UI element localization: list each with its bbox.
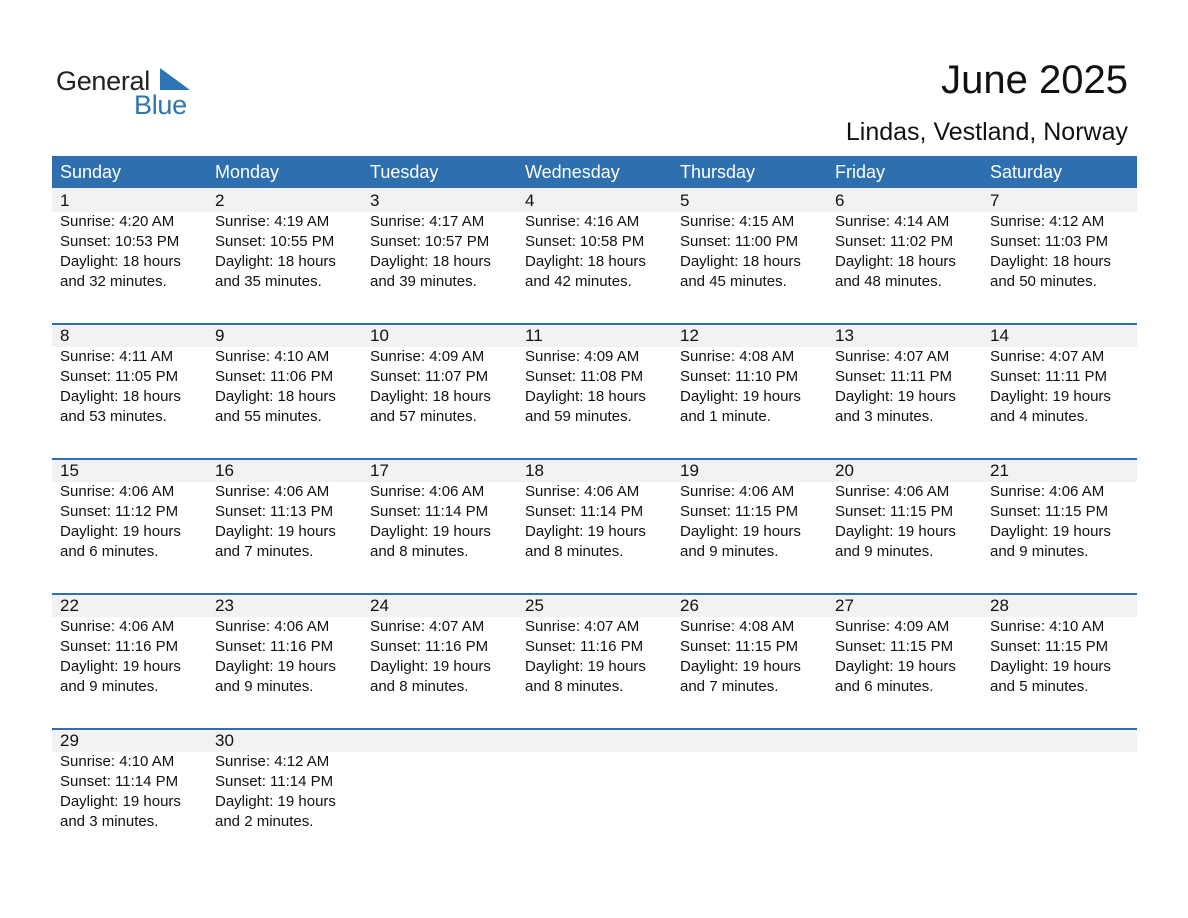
- daylight-text: Daylight: 18 hours: [990, 253, 1111, 270]
- daylight-text: Daylight: 19 hours: [215, 793, 336, 810]
- weeks-container: [52, 188, 1137, 863]
- sunrise-text: Sunrise: 4:07 AM: [835, 348, 950, 365]
- daylight-minutes-text: and 6 minutes.: [60, 543, 159, 560]
- daylight-minutes-text: and 9 minutes.: [835, 543, 934, 560]
- daylight-minutes-text: and 39 minutes.: [370, 273, 477, 290]
- day-number: 29: [60, 731, 79, 750]
- daylight-minutes-text: and 9 minutes.: [215, 678, 314, 695]
- sunrise-text: Sunrise: 4:06 AM: [215, 483, 330, 500]
- day-number: 14: [990, 326, 1009, 345]
- day-number: 12: [680, 326, 699, 345]
- week-row: [52, 458, 1137, 593]
- daylight-minutes-text: and 8 minutes.: [525, 543, 624, 560]
- sunrise-text: Sunrise: 4:06 AM: [60, 483, 175, 500]
- day-number: 2: [215, 191, 225, 210]
- day-cell: [207, 593, 362, 697]
- daylight-text: Daylight: 19 hours: [60, 658, 181, 675]
- weekday-header-row: [52, 156, 1137, 188]
- daylight-minutes-text: and 45 minutes.: [680, 273, 787, 290]
- day-number: 28: [990, 596, 1009, 615]
- daylight-minutes-text: and 48 minutes.: [835, 273, 942, 290]
- daylight-minutes-text: and 8 minutes.: [525, 678, 624, 695]
- day-cell: [52, 728, 207, 832]
- sunrise-text: Sunrise: 4:06 AM: [835, 483, 950, 500]
- daylight-minutes-text: and 8 minutes.: [370, 678, 469, 695]
- daylight-minutes-text: and 2 minutes.: [215, 813, 314, 830]
- day-number: 5: [680, 191, 690, 210]
- day-number: 16: [215, 461, 234, 480]
- daylight-text: Daylight: 19 hours: [990, 388, 1111, 405]
- day-cell: [827, 593, 982, 697]
- daylight-minutes-text: and 32 minutes.: [60, 273, 167, 290]
- sunset-text: Sunset: 11:16 PM: [215, 638, 334, 655]
- weekday-header: Saturday: [990, 162, 1063, 182]
- sunrise-text: Sunrise: 4:06 AM: [60, 618, 175, 635]
- daylight-text: Daylight: 18 hours: [835, 253, 956, 270]
- sunset-text: Sunset: 11:00 PM: [680, 233, 799, 250]
- day-number: 3: [370, 191, 380, 210]
- daylight-text: Daylight: 19 hours: [525, 658, 646, 675]
- sunrise-text: Sunrise: 4:07 AM: [370, 618, 485, 635]
- sunrise-text: Sunrise: 4:07 AM: [990, 348, 1105, 365]
- daylight-minutes-text: and 35 minutes.: [215, 273, 322, 290]
- daylight-minutes-text: and 1 minute.: [680, 408, 771, 425]
- daylight-text: Daylight: 19 hours: [370, 658, 491, 675]
- sunrise-text: Sunrise: 4:15 AM: [680, 213, 795, 230]
- sunrise-text: Sunrise: 4:10 AM: [60, 753, 175, 770]
- weekday-header: Friday: [835, 162, 886, 182]
- daylight-text: Daylight: 19 hours: [835, 388, 956, 405]
- day-cell: [52, 188, 207, 292]
- week-row: [52, 323, 1137, 458]
- week-row: [52, 188, 1137, 323]
- sunset-text: Sunset: 11:16 PM: [525, 638, 644, 655]
- week-row: [52, 593, 1137, 728]
- daylight-text: Daylight: 19 hours: [835, 523, 956, 540]
- daylight-text: Daylight: 18 hours: [370, 388, 491, 405]
- day-number: 7: [990, 191, 1000, 210]
- daylight-text: Daylight: 19 hours: [990, 658, 1111, 675]
- daylight-text: Daylight: 19 hours: [60, 523, 181, 540]
- week-cells: [52, 188, 1137, 292]
- sunset-text: Sunset: 11:06 PM: [215, 368, 334, 385]
- day-cell: [672, 593, 827, 697]
- daylight-text: Daylight: 19 hours: [60, 793, 181, 810]
- day-cell: [982, 458, 1137, 562]
- day-cell: [982, 593, 1137, 697]
- daylight-text: Daylight: 18 hours: [525, 253, 646, 270]
- page-title: June 2025: [941, 58, 1128, 102]
- sunset-text: Sunset: 11:07 PM: [370, 368, 489, 385]
- day-number: 19: [680, 461, 699, 480]
- weekday-header: Monday: [215, 162, 280, 182]
- day-cell: [517, 593, 672, 697]
- sunrise-text: Sunrise: 4:17 AM: [370, 213, 485, 230]
- daylight-minutes-text: and 53 minutes.: [60, 408, 167, 425]
- logo: [56, 62, 206, 122]
- day-number: 9: [215, 326, 225, 345]
- week-cells: [52, 323, 1137, 427]
- daylight-minutes-text: and 9 minutes.: [990, 543, 1089, 560]
- sunrise-text: Sunrise: 4:06 AM: [990, 483, 1105, 500]
- day-number: 23: [215, 596, 234, 615]
- day-cell: [362, 593, 517, 697]
- daylight-minutes-text: and 3 minutes.: [835, 408, 934, 425]
- sunrise-text: Sunrise: 4:07 AM: [525, 618, 640, 635]
- sunrise-text: Sunrise: 4:08 AM: [680, 618, 795, 635]
- logo-word-blue: Blue: [134, 90, 187, 120]
- sunset-text: Sunset: 11:11 PM: [990, 368, 1108, 385]
- empty-day-cell: [672, 728, 827, 832]
- daylight-text: Daylight: 18 hours: [525, 388, 646, 405]
- day-cell: [52, 593, 207, 697]
- daylight-text: Daylight: 19 hours: [680, 523, 801, 540]
- empty-day-cell: [362, 728, 517, 832]
- sunset-text: Sunset: 11:03 PM: [990, 233, 1109, 250]
- daylight-text: Daylight: 18 hours: [60, 253, 181, 270]
- daylight-text: Daylight: 18 hours: [370, 253, 491, 270]
- sunrise-text: Sunrise: 4:19 AM: [215, 213, 330, 230]
- sunrise-text: Sunrise: 4:10 AM: [215, 348, 330, 365]
- sunset-text: Sunset: 11:11 PM: [835, 368, 953, 385]
- day-cell: [207, 188, 362, 292]
- day-cell: [207, 323, 362, 427]
- day-number: 6: [835, 191, 845, 210]
- sunset-text: Sunset: 11:15 PM: [990, 638, 1109, 655]
- logo-word-general: General: [56, 66, 150, 96]
- weekday-header: Tuesday: [370, 162, 439, 182]
- daylight-minutes-text: and 4 minutes.: [990, 408, 1089, 425]
- sunset-text: Sunset: 11:15 PM: [990, 503, 1109, 520]
- day-number: 17: [370, 461, 389, 480]
- sunset-text: Sunset: 10:55 PM: [215, 233, 335, 250]
- day-number: 8: [60, 326, 70, 345]
- daylight-text: Daylight: 18 hours: [60, 388, 181, 405]
- daylight-minutes-text: and 5 minutes.: [990, 678, 1089, 695]
- sunset-text: Sunset: 10:58 PM: [525, 233, 645, 250]
- day-cell: [52, 323, 207, 427]
- weekday-header: Thursday: [680, 162, 756, 182]
- daylight-minutes-text: and 6 minutes.: [835, 678, 934, 695]
- daylight-minutes-text: and 55 minutes.: [215, 408, 322, 425]
- sunset-text: Sunset: 10:53 PM: [60, 233, 180, 250]
- sunrise-text: Sunrise: 4:09 AM: [525, 348, 640, 365]
- day-number: 10: [370, 326, 389, 345]
- sunset-text: Sunset: 11:15 PM: [835, 503, 954, 520]
- daylight-text: Daylight: 19 hours: [835, 658, 956, 675]
- daylight-text: Daylight: 19 hours: [525, 523, 646, 540]
- day-cell: [517, 458, 672, 562]
- sunset-text: Sunset: 11:14 PM: [525, 503, 644, 520]
- day-cell: [517, 323, 672, 427]
- day-number: 22: [60, 596, 79, 615]
- day-number: 13: [835, 326, 854, 345]
- day-cell: [52, 458, 207, 562]
- day-number: 25: [525, 596, 544, 615]
- sunrise-text: Sunrise: 4:06 AM: [680, 483, 795, 500]
- daylight-minutes-text: and 7 minutes.: [215, 543, 314, 560]
- day-number: 30: [215, 731, 234, 750]
- daylight-minutes-text: and 7 minutes.: [680, 678, 779, 695]
- sunrise-text: Sunrise: 4:08 AM: [680, 348, 795, 365]
- day-cell: [672, 323, 827, 427]
- day-cell: [207, 728, 362, 832]
- daylight-minutes-text: and 57 minutes.: [370, 408, 477, 425]
- daylight-text: Daylight: 18 hours: [215, 253, 336, 270]
- day-number: 18: [525, 461, 544, 480]
- day-cell: [207, 458, 362, 562]
- sunset-text: Sunset: 11:16 PM: [60, 638, 179, 655]
- sunrise-text: Sunrise: 4:12 AM: [215, 753, 330, 770]
- location-subtitle: Lindas, Vestland, Norway: [845, 118, 1128, 146]
- week-cells: [52, 458, 1137, 562]
- sunrise-text: Sunrise: 4:10 AM: [990, 618, 1105, 635]
- daylight-minutes-text: and 3 minutes.: [60, 813, 159, 830]
- sunrise-text: Sunrise: 4:14 AM: [835, 213, 950, 230]
- sunrise-text: Sunrise: 4:06 AM: [215, 618, 330, 635]
- daylight-minutes-text: and 42 minutes.: [525, 273, 632, 290]
- daylight-text: Daylight: 19 hours: [680, 658, 801, 675]
- week-row: [52, 728, 1137, 863]
- day-cell: [362, 323, 517, 427]
- daylight-text: Daylight: 18 hours: [215, 388, 336, 405]
- sunrise-text: Sunrise: 4:16 AM: [525, 213, 640, 230]
- daylight-minutes-text: and 9 minutes.: [60, 678, 159, 695]
- daylight-text: Daylight: 19 hours: [370, 523, 491, 540]
- day-cell: [827, 323, 982, 427]
- weekday-header: Wednesday: [525, 162, 620, 182]
- daylight-text: Daylight: 18 hours: [680, 253, 801, 270]
- daylight-text: Daylight: 19 hours: [680, 388, 801, 405]
- sunrise-text: Sunrise: 4:11 AM: [60, 348, 174, 365]
- sunset-text: Sunset: 11:12 PM: [60, 503, 179, 520]
- day-cell: [672, 188, 827, 292]
- daylight-minutes-text: and 9 minutes.: [680, 543, 779, 560]
- day-number: 27: [835, 596, 854, 615]
- sunset-text: Sunset: 10:57 PM: [370, 233, 490, 250]
- day-number: 15: [60, 461, 79, 480]
- day-number: 4: [525, 191, 535, 210]
- sunset-text: Sunset: 11:15 PM: [680, 503, 799, 520]
- sunset-text: Sunset: 11:08 PM: [525, 368, 644, 385]
- daylight-minutes-text: and 8 minutes.: [370, 543, 469, 560]
- day-cell: [827, 188, 982, 292]
- sunset-text: Sunset: 11:16 PM: [370, 638, 489, 655]
- empty-day-cell: [827, 728, 982, 832]
- day-cell: [362, 458, 517, 562]
- sunset-text: Sunset: 11:13 PM: [215, 503, 334, 520]
- sunrise-text: Sunrise: 4:09 AM: [370, 348, 485, 365]
- day-number: 21: [990, 461, 1009, 480]
- sunset-text: Sunset: 11:15 PM: [680, 638, 799, 655]
- empty-day-cell: [982, 728, 1137, 832]
- day-cell: [362, 188, 517, 292]
- daylight-text: Daylight: 19 hours: [990, 523, 1111, 540]
- sunset-text: Sunset: 11:02 PM: [835, 233, 954, 250]
- day-cell: [982, 323, 1137, 427]
- day-number: 11: [525, 326, 543, 345]
- sunrise-text: Sunrise: 4:06 AM: [370, 483, 485, 500]
- sunset-text: Sunset: 11:14 PM: [60, 773, 179, 790]
- sunrise-text: Sunrise: 4:09 AM: [835, 618, 950, 635]
- empty-day-cell: [517, 728, 672, 832]
- day-cell: [672, 458, 827, 562]
- week-cells: [52, 593, 1137, 697]
- day-cell: [982, 188, 1137, 292]
- weekday-header: Sunday: [60, 162, 122, 182]
- day-number: 24: [370, 596, 389, 615]
- daylight-text: Daylight: 19 hours: [215, 523, 336, 540]
- blue-triangle-icon: [160, 68, 190, 90]
- day-cell: [827, 458, 982, 562]
- day-number: 26: [680, 596, 699, 615]
- daylight-minutes-text: and 50 minutes.: [990, 273, 1097, 290]
- sunrise-text: Sunrise: 4:06 AM: [525, 483, 640, 500]
- calendar-grid: [52, 156, 1137, 863]
- sunrise-text: Sunrise: 4:20 AM: [60, 213, 175, 230]
- day-number: 20: [835, 461, 854, 480]
- day-number: 1: [60, 191, 70, 210]
- day-cell: [517, 188, 672, 292]
- sunset-text: Sunset: 11:10 PM: [680, 368, 799, 385]
- week-cells: [52, 728, 1137, 832]
- sunset-text: Sunset: 11:14 PM: [370, 503, 489, 520]
- daylight-minutes-text: and 59 minutes.: [525, 408, 632, 425]
- sunset-text: Sunset: 11:14 PM: [215, 773, 334, 790]
- sunset-text: Sunset: 11:15 PM: [835, 638, 954, 655]
- sunset-text: Sunset: 11:05 PM: [60, 368, 179, 385]
- daylight-text: Daylight: 19 hours: [215, 658, 336, 675]
- sunrise-text: Sunrise: 4:12 AM: [990, 213, 1105, 230]
